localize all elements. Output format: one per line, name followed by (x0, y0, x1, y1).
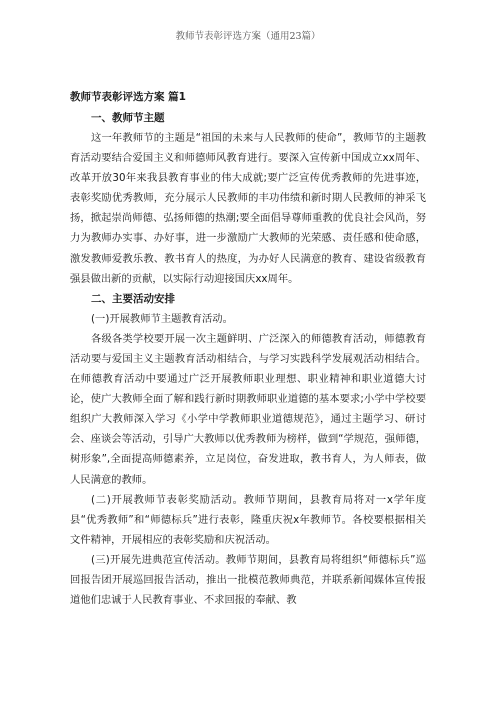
document-title: 教师节表彰评选方案（通用23篇） (175, 31, 321, 42)
paragraph-awards: (二)开展教师节表彰奖励活动。教师节期间，县教育局将对一x学年度县“优秀教师”和“师德标兵”进行表彰，隆重庆祝x年教师节。各校要根据相关文件精神，开展相应的表彰奖励和庆祝活动。 (70, 493, 426, 546)
subheading-theme-education: (一)开展教师节主题教育活动。 (91, 312, 233, 325)
article-body (70, 108, 426, 610)
paragraph-publicity: (三)开展先进典范宣传活动。教师节期间，县教育局将组织“师德标兵”巡回报告团开展巡回报告活动，推出一批模范教师典范，并联系新闻媒体宣传报道他们忠诚于人民教育事业、不求回报的奉献、教 (70, 553, 426, 607)
article-title: 教师节表彰评选方案 篇1 (70, 91, 186, 103)
paragraph-theme: 这一年教师节的主题是“祖国的未来与人民教师的使命”，教师节的主题教育活动要结合爱国主义和师德师风教育进行。要深入宣传新中国成立xx周年、改革开放30年来我县教育事业的伟大成就;要广泛宣传优秀教师的先进事迹，表彰奖励优秀教师，充分展示人民教师的丰功伟绩和新时期人民教师的神采飞扬，掀起崇尚师德、弘扬师德的热潮;要全面倡导尊师重教的优良社会风尚，努力为教师办实事、办好事，进一步激励广大教师的光荣感、责任感和使命感，激发教师爱教乐教、教书育人的热度，为办好人民满意的教育、建设省级教育强县做出新的贡献，以实际行动迎接国庆xx周年。 (70, 132, 426, 285)
section-heading-theme: 一、教师节主题 (91, 112, 165, 124)
section-heading-activities: 二、主要活动安排 (91, 292, 175, 305)
paragraph-theme-education: 各级各类学校要开展一次主题鲜明、广泛深入的师德教育活动，师德教育活动要与爱国主义主题教育活动相结合，与学习实践科学发展观活动相结合。在师德教育活动中要通过广泛开展教师职业理想、职业精神和职业道德大讨论，使广大教师全面了解和践行新时期教师职业道德的基本要求;小学中学校要组织广大教师深入学习《小学中学教师职业道德规范》，通过主题学习、研讨会、座谈会等活动，引导广大教师以优秀教师为榜样，做到“学规范，强师德，树形象”,全面提高师德素养，立足岗位，奋发进取，教书育人，为人师表，做人民满意的教师。 (70, 332, 426, 486)
